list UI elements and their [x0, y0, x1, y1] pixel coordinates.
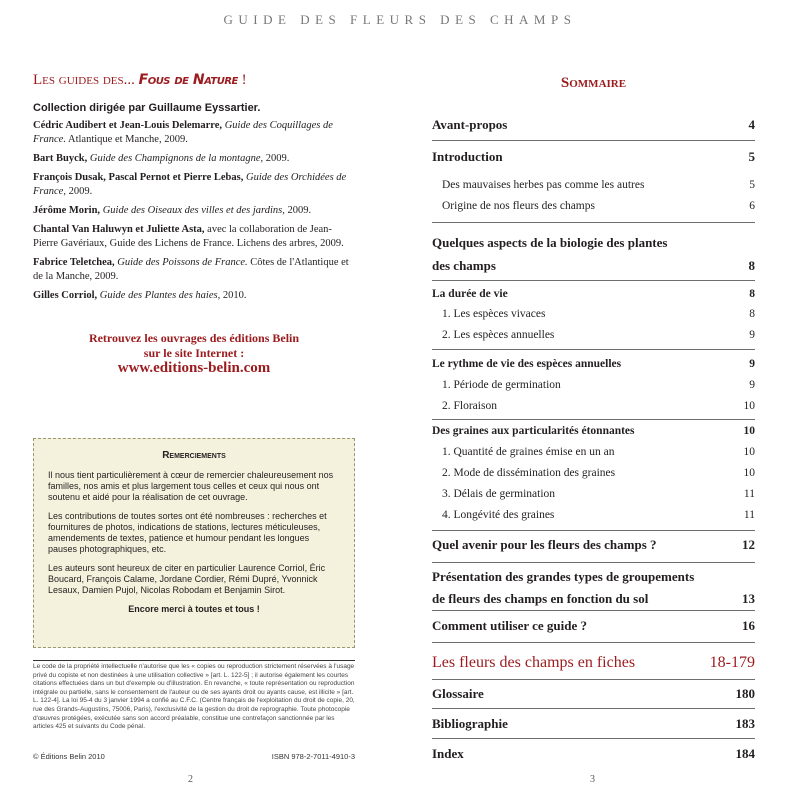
toc-entry-page: 16 [742, 618, 755, 633]
guide-title: Guide des Plantes des haies, [99, 290, 221, 301]
toc-entry[interactable] [432, 446, 755, 458]
toc-entry-label: 1. Période de germination [442, 379, 561, 391]
guide-authors: Jérôme Morin, [33, 205, 101, 216]
guide-entry [33, 119, 355, 147]
guide-entry [33, 204, 355, 218]
toc-entry-label: La durée de vie [432, 288, 508, 300]
promo-url-link[interactable]: www.editions-belin.com [117, 360, 271, 376]
toc-entry[interactable] [432, 117, 755, 133]
promo-line-2: sur le site Internet : [143, 346, 245, 360]
toc-entry-page: 9 [749, 379, 755, 391]
guide-entry [33, 289, 355, 303]
toc-entry[interactable] [432, 231, 755, 277]
toc-entry[interactable] [432, 379, 755, 391]
toc-entry-label: 1. Les espèces vivaces [442, 308, 546, 320]
guide-rest: 2010. [222, 290, 247, 301]
toc-entry-page: 11 [743, 509, 755, 521]
left-page [33, 72, 355, 376]
toc-entry[interactable] [432, 686, 755, 702]
guide-authors: Cédric Audibert et Jean-Louis Delemarre, [33, 120, 223, 131]
toc-entry-page: 8 [749, 288, 755, 300]
fous-de-nature-logo: Fous de Nature [138, 72, 238, 88]
toc-divider [432, 140, 755, 141]
toc-entry-page: 18-179 [709, 654, 755, 671]
toc-entry[interactable] [432, 288, 755, 300]
promo-line-1: Retrouvez les ouvrages des éditions Belin [88, 331, 300, 345]
toc-entry[interactable] [432, 654, 755, 672]
toc-entry[interactable] [432, 200, 755, 212]
toc-entry-page: 4 [748, 117, 755, 132]
toc-entry-label: Avant-propos [432, 117, 508, 132]
toc-entry-label: Glossaire [432, 686, 484, 701]
toc-entry[interactable] [432, 509, 755, 521]
toc-entry-page: 10 [743, 467, 755, 479]
toc-entry-page: 12 [742, 537, 755, 552]
toc-entry[interactable] [432, 467, 755, 479]
acknowledgements-box [33, 438, 355, 648]
toc-entry-label: Comment utiliser ce guide ? [432, 618, 588, 633]
toc-entry-label [432, 231, 749, 277]
guide-rest: 2009. [68, 186, 93, 197]
guide-authors: Gilles Corriol, [33, 290, 98, 301]
toc-entry-page: 10 [743, 425, 755, 437]
toc-divider [432, 679, 755, 680]
toc-divider [432, 222, 755, 223]
guide-rest: Côtes de l'Atlantique et de la Manche, 2009. [33, 257, 349, 282]
toc-divider [432, 530, 755, 531]
toc-entry-page: 10 [743, 446, 755, 458]
guide-authors: François Dusak, Pascal Pernot et Pierre Lebas, [33, 172, 244, 183]
isbn: ISBN 978-2-7011-4910-3 [271, 752, 355, 761]
toc-entry-label: 3. Délais de germination [442, 488, 556, 500]
toc-entry-label: Origine de nos fleurs des champs [442, 200, 595, 212]
toc-divider [432, 562, 755, 563]
toc-entry[interactable] [432, 425, 755, 437]
toc-entry-page: 10 [743, 400, 755, 412]
guide-authors: Chantal Van Haluwyn et Juliette Asta, [33, 224, 205, 235]
guide-entry [33, 223, 355, 251]
toc-entry-label: 4. Longévité des graines [442, 509, 555, 521]
toc-entry[interactable] [432, 308, 755, 320]
toc-entry-page: 13 [742, 591, 755, 606]
toc-entry-page: 8 [748, 258, 755, 273]
toc-entry[interactable] [432, 618, 755, 634]
collection-director: Collection dirigée par Guillaume Eyssartier. [33, 102, 261, 114]
toc-divider [432, 349, 755, 350]
acknowledgements-paragraph: Il nous tient particulièrement à cœur de remercier chaleureusement nos familles, nos amis et plus largement tous celles et ceux qui nous ont soutenu et aidé pour la réalisation de cet ouvrage. [48, 470, 334, 502]
toc-entry-page: 5 [748, 149, 755, 164]
toc-entry-label: Introduction [432, 149, 503, 164]
guide-authors: Fabrice Teletchea, [33, 257, 115, 268]
page-number-right: 3 [590, 774, 595, 785]
toc-entry-page: 8 [749, 308, 755, 320]
toc-entry-label: Quel avenir pour les fleurs des champs ? [432, 537, 657, 552]
guide-entry [33, 152, 355, 166]
guide-rest: 2009. [265, 153, 290, 164]
series-brand [33, 72, 355, 89]
toc-entry[interactable] [432, 400, 755, 412]
toc-entry[interactable] [432, 537, 755, 553]
toc-entry-label-line2: des champs [432, 258, 496, 273]
toc-entry-page: 6 [749, 200, 755, 212]
toc-entry-label: Bibliographie [432, 716, 508, 731]
guide-entry [33, 256, 355, 284]
toc-divider [432, 280, 755, 281]
guide-rest: 2009. [287, 205, 312, 216]
toc-entry[interactable] [432, 329, 755, 341]
legal-divider [33, 660, 355, 661]
toc-entry-label: 2. Floraison [442, 400, 497, 412]
guide-authors: Bart Buyck, [33, 153, 88, 164]
toc-entry[interactable] [432, 179, 755, 191]
toc-divider [432, 642, 755, 643]
toc-entry[interactable] [432, 149, 755, 165]
guide-title: Guide des Coquillages de France. [33, 120, 333, 145]
toc-entry-page: 180 [735, 686, 755, 701]
brand-suffix: ! [241, 72, 247, 88]
toc-entry-label: 2. Les espèces annuelles [442, 329, 555, 341]
acknowledgements-paragraph: Les contributions de toutes sortes ont été nombreuses : recherches et fournitures de photos, indications de stations, lectures méticuleuses, amendements de textes, patience et humour pendant les longues pauses photographiques, etc. [48, 511, 327, 554]
toc-entry-label: Des graines aux particularités étonnantes [432, 425, 635, 437]
toc-divider [432, 610, 755, 611]
belin-promo [33, 331, 355, 376]
guide-title: Guide des Champignons de la montagne, [89, 153, 264, 164]
acknowledgements-paragraph: Les auteurs sont heureux de citer en particulier Laurence Corriol, Éric Boucard, François Calame, Jordane Cordier, Rémi Dupré, Yvonnick Lesaux, Damien Pujol, Nicolas Robodam et Benjamin Sirot. [48, 563, 326, 595]
toc-entry-label: Des mauvaises herbes pas comme les autres [442, 179, 645, 191]
brand-prefix: Les guides des... [33, 72, 135, 88]
toc-entry-label: Le rythme de vie des espèces annuelles [432, 358, 622, 370]
copyright: © Éditions Belin 2010 [33, 752, 105, 761]
guide-entry [33, 171, 355, 199]
acknowledgements-title: Remerciements [162, 450, 226, 461]
guide-title: Guide des Oiseaux des villes et des jardins, [102, 205, 285, 216]
guide-title: Guide des Orchidées de France, [33, 172, 347, 197]
toc-entry-label: Les fleurs des champs en fiches [432, 654, 636, 671]
toc-entry[interactable] [432, 746, 755, 762]
toc-entry-label: 2. Mode de dissémination des graines [442, 467, 616, 479]
toc-entry-page: 183 [735, 716, 755, 731]
guide-title: Guide des Poissons de France. [117, 257, 248, 268]
toc-entry-label-line2: de fleurs des champs en fonction du sol [432, 591, 649, 606]
page-number-left: 2 [188, 774, 193, 785]
toc-divider [432, 419, 755, 420]
running-header: GUIDE DES FLEURS DES CHAMPS [223, 12, 577, 27]
sommaire-title: Sommaire [560, 75, 627, 91]
toc-entry-page: 184 [735, 746, 755, 761]
toc-entry-label: Index [432, 746, 464, 761]
legal-notice: Le code de la propriété intellectuelle n'autorise que les « copies ou reproduction strictement réservées à l'usage privé du copiste et non destinées à une utilisation collective » [art. L. 122-5] ; il autorise également les courtes citations effectuées dans un but d'exemple ou d'illustration. En revanche, « toute représentation ou reproduction intégrale ou partielle, sans le consentement de l'auteur ou de ses ayants droit ou ayants cause, est illicite » [art. L. 122-4]. La loi 95-4 du 3 janvier 1994 a confié au C.F.C. (Centre français de l'exploitation du droit de copie, 20, rue des Grands-Augustins, 75006, Paris), l'exclusivité de la gestion du droit de reprographie. Toute photocopie d'œuvres protégées, exécutée sans son accord préalable, constitue une contrefaçon sanctionnée par les articles 425 et suivants du Code pénal. [33, 663, 355, 731]
toc-divider [432, 738, 755, 739]
toc-entry-page: 9 [749, 329, 755, 341]
toc-entry[interactable] [432, 488, 755, 500]
toc-entry-page: 5 [749, 179, 755, 191]
toc-entry[interactable] [432, 358, 755, 370]
toc-entry[interactable] [432, 566, 755, 610]
toc-entry-label: 1. Quantité de graines émise en un an [442, 446, 615, 458]
toc-divider [432, 708, 755, 709]
toc-entry-page: 11 [743, 488, 755, 500]
guide-rest: Atlantique et Manche, 2009. [68, 134, 188, 145]
toc-entry[interactable] [432, 716, 755, 732]
toc-entry-label [432, 566, 742, 610]
toc-entry-label-line1: Quelques aspects de la biologie des plantes [432, 235, 668, 250]
acknowledgements-closing: Encore merci à toutes et tous ! [128, 604, 260, 614]
toc-entry-page: 9 [749, 358, 755, 370]
toc-entry-label-line1: Présentation des grandes types de groupements [432, 569, 695, 584]
guide-rest: avec la collaboration de Jean-Pierre Gavériaux, Guide des Lichens de France. Lichens des arbres, 2009. [33, 224, 344, 249]
